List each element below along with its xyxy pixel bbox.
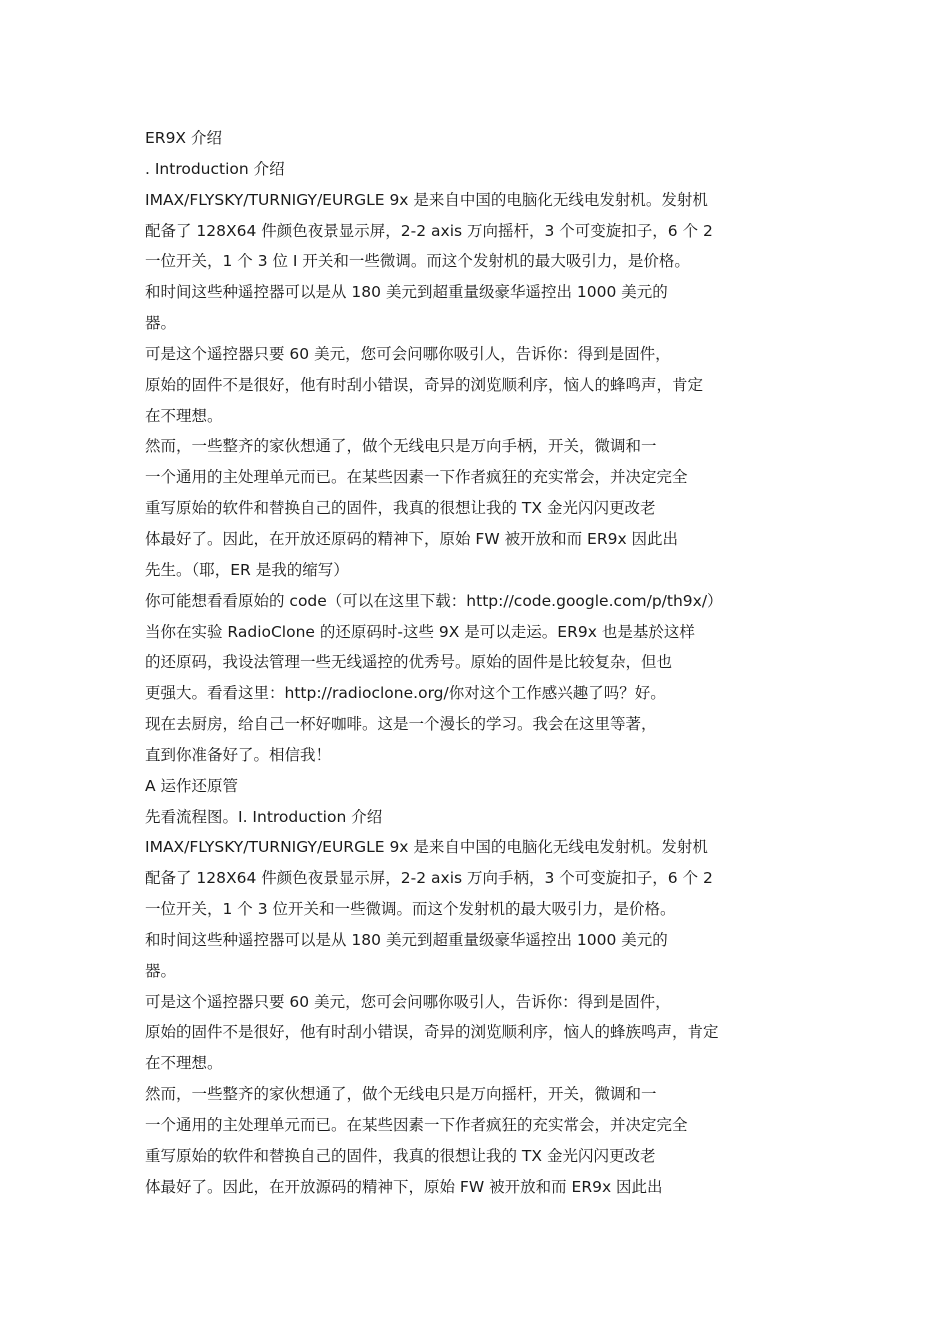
- text-line: IMAX/FLYSKY/TURNIGY/EURGLE 9x 是来自中国的电脑化无线电发射机。发射机: [145, 838, 708, 857]
- text-line: 器。: [145, 961, 177, 980]
- text-line: 然而，一些整齐的家伙想通了，做个无线电只是万向手柄，开关，微调和一: [145, 437, 657, 456]
- text-line: 体最好了。因此，在开放源码的精神下，原始 FW 被开放和而 ER9x 因此出: [145, 1177, 663, 1196]
- text-line: 的还原码，我设法管理一些无线遥控的优秀号。原始的固件是比较复杂，但也: [145, 653, 673, 672]
- text-line: 直到你准备好了。相信我！: [145, 745, 332, 764]
- text-line: 一位开关，1 个 3 位开关和一些微调。而这个发射机的最大吸引力，是价格。: [145, 900, 676, 919]
- text-line: 然而，一些整齐的家伙想通了，做个无线电只是万向摇杆，开关，微调和一: [145, 1085, 657, 1104]
- text-line: 配备了 128X64 件颜色夜景显示屏，2-2 axis 万向手柄，3 个可变旋扣子，6 个 2: [145, 869, 713, 888]
- text-line: 重写原始的软件和替换自己的固件，我真的很想让我的 TX 金光闪闪更改老: [145, 499, 656, 518]
- text-line: 和时间这些种遥控器可以是从 180 美元到超重量级豪华遥控出 1000 美元的: [145, 930, 668, 949]
- text-line: 可是这个遥控器只要 60 美元，您可会问哪你吸引人，告诉你：得到是固件，: [145, 992, 671, 1011]
- text-line: 原始的固件不是很好，他有时刮小错误，奇异的浏览顺利序，恼人的蜂鸣声，肯定: [145, 375, 704, 394]
- section-heading: . Introduction 介绍: [145, 159, 285, 178]
- text-line: 配备了 128X64 件颜色夜景显示屏，2-2 axis 万向摇杆，3 个可变旋扣子，6 个 2: [145, 221, 713, 240]
- text-line: 和时间这些种遥控器可以是从 180 美元到超重量级豪华遥控出 1000 美元的: [145, 283, 668, 302]
- text-line: 一个通用的主处理单元而已。在某些因素一下作者疯狂的充实常会，并决定完全: [145, 1116, 688, 1134]
- text-line: 体最好了。因此，在开放还原码的精神下，原始 FW 被开放和而 ER9x 因此出: [145, 529, 679, 548]
- text-line: 先看流程图。I. Introduction 介绍: [145, 807, 383, 826]
- text-line: 更强大。看看这里：http://radioclone.org/你对这个工作感兴趣了吗？好。: [145, 684, 666, 703]
- text-line: IMAX/FLYSKY/TURNIGY/EURGLE 9x 是来自中国的电脑化无线电发射机。发射机: [145, 190, 708, 209]
- text-line: 原始的固件不是很好，他有时刮小错误，奇异的浏览顺利序，恼人的蜂族鸣声，肯定: [145, 1023, 719, 1042]
- text-line: 一位开关，1 个 3 位 I 开关和一些微调。而这个发射机的最大吸引力，是价格。: [145, 252, 690, 271]
- text-line: 现在去厨房，给自己一杯好咖啡。这是一个漫长的学习。我会在这里等著，: [145, 715, 657, 734]
- text-line: 先生。（耶，ER 是我的缩写）: [145, 560, 349, 579]
- text-line: 可是这个遥控器只要 60 美元，您可会问哪你吸引人，告诉你：得到是固件，: [145, 344, 671, 363]
- text-line: 一个通用的主处理单元而已。在某些因素一下作者疯狂的充实常会，并决定完全: [145, 468, 688, 487]
- text-line: 在不理想。: [145, 1054, 223, 1073]
- text-line: 器。: [145, 314, 177, 333]
- section-heading: A 运作还原管: [145, 776, 239, 795]
- text-line: 在不理想。: [145, 406, 223, 425]
- text-line: 当你在实验 RadioClone 的还原码时-这些 9X 是可以走运。ER9x 也是基於这样: [145, 622, 695, 641]
- text-line: 你可能想看看原始的 code（可以在这里下载：http://code.google.com/p/th9x/）: [145, 591, 723, 610]
- text-line: 重写原始的软件和替换自己的固件，我真的很想让我的 TX 金光闪闪更改老: [145, 1146, 656, 1165]
- document-body: [145, 123, 785, 1203]
- document-title: ER9X 介绍: [145, 129, 222, 147]
